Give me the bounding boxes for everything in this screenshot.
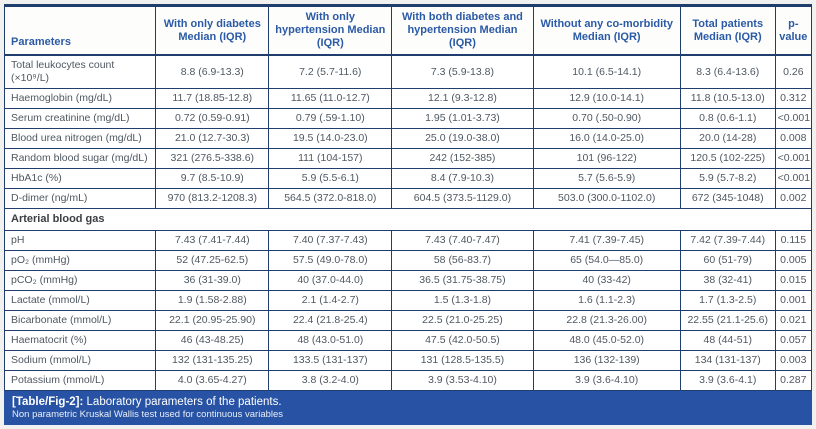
median-iqr-cell: 36 (31-39.0) — [156, 271, 269, 291]
median-iqr-cell: 3.8 (3.2-4.0) — [269, 371, 392, 391]
median-iqr-cell: 7.40 (7.37-7.43) — [269, 231, 392, 251]
column-header-only-hypertension: With only hypertension Median (IQR) — [269, 6, 392, 56]
median-iqr-cell: 12.1 (9.3-12.8) — [392, 89, 533, 109]
median-iqr-cell: 25.0 (19.0-38.0) — [392, 129, 533, 149]
table-row — [5, 351, 812, 371]
median-iqr-cell: 0.8 (0.6-1.1) — [680, 109, 775, 129]
median-iqr-cell: 20.0 (14-28) — [680, 129, 775, 149]
p-value-cell: <0.001 — [775, 109, 811, 129]
section-header: Arterial blood gas — [5, 209, 812, 231]
p-value-cell: 0.115 — [775, 231, 811, 251]
parameter-cell: pCO₂ (mmHg) — [5, 271, 156, 291]
table-row — [5, 271, 812, 291]
table-row — [5, 149, 812, 169]
table-row — [5, 169, 812, 189]
median-iqr-cell: 11.65 (11.0-12.7) — [269, 89, 392, 109]
table-row — [5, 371, 812, 391]
median-iqr-cell: 3.9 (3.53-4.10) — [392, 371, 533, 391]
table-row — [5, 291, 812, 311]
median-iqr-cell: 672 (345-1048) — [680, 189, 775, 209]
p-value-cell: 0.015 — [775, 271, 811, 291]
median-iqr-cell: 1.6 (1.1-2.3) — [533, 291, 680, 311]
median-iqr-cell: 16.0 (14.0-25.0) — [533, 129, 680, 149]
median-iqr-cell: 133.5 (131-137) — [269, 351, 392, 371]
parameter-cell: Haematocrit (%) — [5, 331, 156, 351]
median-iqr-cell: 48.0 (45.0-52.0) — [533, 331, 680, 351]
median-iqr-cell: 22.5 (21.0-25.25) — [392, 311, 533, 331]
median-iqr-cell: 564.5 (372.0-818.0) — [269, 189, 392, 209]
parameter-cell: pO₂ (mmHg) — [5, 251, 156, 271]
parameter-cell: D-dimer (ng/mL) — [5, 189, 156, 209]
table-caption — [4, 391, 812, 425]
median-iqr-cell: 22.1 (20.95-25.90) — [156, 311, 269, 331]
header-row — [5, 6, 812, 56]
median-iqr-cell: 134 (131-137) — [680, 351, 775, 371]
median-iqr-cell: 111 (104-157) — [269, 149, 392, 169]
p-value-cell: 0.003 — [775, 351, 811, 371]
median-iqr-cell: 0.79 (.59-1.10) — [269, 109, 392, 129]
p-value-cell: 0.057 — [775, 331, 811, 351]
median-iqr-cell: 38 (32-41) — [680, 271, 775, 291]
median-iqr-cell: 47.5 (42.0-50.5) — [392, 331, 533, 351]
median-iqr-cell: 101 (96-122) — [533, 149, 680, 169]
p-value-cell: 0.021 — [775, 311, 811, 331]
column-header-total-patients: Total patients Median (IQR) — [680, 6, 775, 56]
median-iqr-cell: 8.4 (7.9-10.3) — [392, 169, 533, 189]
median-iqr-cell: 11.8 (10.5-13.0) — [680, 89, 775, 109]
median-iqr-cell: 22.8 (21.3-26.00) — [533, 311, 680, 331]
table-row — [5, 89, 812, 109]
table-row — [5, 231, 812, 251]
parameter-cell: Blood urea nitrogen (mg/dL) — [5, 129, 156, 149]
table-row — [5, 311, 812, 331]
caption-note: Non parametric Kruskal Wallis test used for continuous variables — [12, 409, 284, 420]
median-iqr-cell: 4.0 (3.65-4.27) — [156, 371, 269, 391]
table-row — [5, 109, 812, 129]
p-value-cell: 0.008 — [775, 129, 811, 149]
median-iqr-cell: 40 (37.0-44.0) — [269, 271, 392, 291]
median-iqr-cell: 22.55 (21.1-25.6) — [680, 311, 775, 331]
column-header-parameters: Parameters — [5, 6, 156, 56]
median-iqr-cell: 65 (54.0—85.0) — [533, 251, 680, 271]
caption-text: Laboratory parameters of the patients. — [83, 396, 282, 408]
median-iqr-cell: 8.8 (6.9-13.3) — [156, 55, 269, 89]
median-iqr-cell: 120.5 (102-225) — [680, 149, 775, 169]
median-iqr-cell: 22.4 (21.8-25.4) — [269, 311, 392, 331]
parameter-cell: pH — [5, 231, 156, 251]
median-iqr-cell: 7.41 (7.39-7.45) — [533, 231, 680, 251]
column-header-only-diabetes: With only diabetes Median (IQR) — [156, 6, 269, 56]
median-iqr-cell: 7.43 (7.41-7.44) — [156, 231, 269, 251]
caption-label: [Table/Fig-2]: — [12, 396, 84, 408]
median-iqr-cell: 58 (56-83.7) — [392, 251, 533, 271]
median-iqr-cell: 321 (276.5-338.6) — [156, 149, 269, 169]
parameter-cell: Random blood sugar (mg/dL) — [5, 149, 156, 169]
table-header — [5, 6, 812, 56]
median-iqr-cell: 970 (813.2-1208.3) — [156, 189, 269, 209]
median-iqr-cell: 0.70 (.50-0.90) — [533, 109, 680, 129]
median-iqr-cell: 604.5 (373.5-1129.0) — [392, 189, 533, 209]
parameter-cell: Serum creatinine (mg/dL) — [5, 109, 156, 129]
median-iqr-cell: 1.9 (1.58-2.88) — [156, 291, 269, 311]
median-iqr-cell: 5.9 (5.5-6.1) — [269, 169, 392, 189]
column-header-p-value: p-value — [775, 6, 811, 56]
median-iqr-cell: 7.43 (7.40-7.47) — [392, 231, 533, 251]
parameter-cell: HbA1c (%) — [5, 169, 156, 189]
parameter-cell: Bicarbonate (mmol/L) — [5, 311, 156, 331]
median-iqr-cell: 36.5 (31.75-38.75) — [392, 271, 533, 291]
median-iqr-cell: 242 (152-385) — [392, 149, 533, 169]
table-row — [5, 189, 812, 209]
p-value-cell: 0.002 — [775, 189, 811, 209]
parameter-cell: Potassium (mmol/L) — [5, 371, 156, 391]
column-header-no-comorbidity: Without any co-morbidity Median (IQR) — [533, 6, 680, 56]
median-iqr-cell: 7.3 (5.9-13.8) — [392, 55, 533, 89]
lab-parameters-table — [4, 4, 812, 391]
median-iqr-cell: 5.9 (5.7-8.2) — [680, 169, 775, 189]
section-row — [5, 209, 812, 231]
median-iqr-cell: 3.9 (3.6-4.1) — [680, 371, 775, 391]
table-row — [5, 55, 812, 89]
median-iqr-cell: 132 (131-135.25) — [156, 351, 269, 371]
median-iqr-cell: 48 (44-51) — [680, 331, 775, 351]
median-iqr-cell: 5.7 (5.6-5.9) — [533, 169, 680, 189]
p-value-cell: 0.287 — [775, 371, 811, 391]
table-row — [5, 129, 812, 149]
median-iqr-cell: 3.9 (3.6-4.10) — [533, 371, 680, 391]
median-iqr-cell: 12.9 (10.0-14.1) — [533, 89, 680, 109]
median-iqr-cell: 46 (43-48.25) — [156, 331, 269, 351]
median-iqr-cell: 9.7 (8.5-10.9) — [156, 169, 269, 189]
table-row — [5, 251, 812, 271]
p-value-cell: 0.312 — [775, 89, 811, 109]
median-iqr-cell: 40 (33-42) — [533, 271, 680, 291]
median-iqr-cell: 8.3 (6.4-13.6) — [680, 55, 775, 89]
median-iqr-cell: 7.2 (5.7-11.6) — [269, 55, 392, 89]
median-iqr-cell: 21.0 (12.7-30.3) — [156, 129, 269, 149]
median-iqr-cell: 48 (43.0-51.0) — [269, 331, 392, 351]
median-iqr-cell: 19.5 (14.0-23.0) — [269, 129, 392, 149]
parameter-cell: Total leukocytes count (×10⁹/L) — [5, 55, 156, 89]
median-iqr-cell: 136 (132-139) — [533, 351, 680, 371]
table-body — [5, 55, 812, 391]
p-value-cell: <0.001 — [775, 169, 811, 189]
p-value-cell: <0.001 — [775, 149, 811, 169]
median-iqr-cell: 7.42 (7.39-7.44) — [680, 231, 775, 251]
column-header-both: With both diabetes and hypertension Median (IQR) — [392, 6, 533, 56]
p-value-cell: 0.001 — [775, 291, 811, 311]
median-iqr-cell: 1.7 (1.3-2.5) — [680, 291, 775, 311]
median-iqr-cell: 57.5 (49.0-78.0) — [269, 251, 392, 271]
table-row — [5, 331, 812, 351]
parameter-cell: Lactate (mmol/L) — [5, 291, 156, 311]
median-iqr-cell: 11.7 (18.85-12.8) — [156, 89, 269, 109]
median-iqr-cell: 0.72 (0.59-0.91) — [156, 109, 269, 129]
median-iqr-cell: 503.0 (300.0-1102.0) — [533, 189, 680, 209]
median-iqr-cell: 1.95 (1.01-3.73) — [392, 109, 533, 129]
median-iqr-cell: 131 (128.5-135.5) — [392, 351, 533, 371]
p-value-cell: 0.26 — [775, 55, 811, 89]
median-iqr-cell: 60 (51-79) — [680, 251, 775, 271]
median-iqr-cell: 2.1 (1.4-2.7) — [269, 291, 392, 311]
parameter-cell: Sodium (mmol/L) — [5, 351, 156, 371]
parameter-cell: Haemoglobin (mg/dL) — [5, 89, 156, 109]
median-iqr-cell: 1.5 (1.3-1.8) — [392, 291, 533, 311]
median-iqr-cell: 10.1 (6.5-14.1) — [533, 55, 680, 89]
median-iqr-cell: 52 (47.25-62.5) — [156, 251, 269, 271]
p-value-cell: 0.005 — [775, 251, 811, 271]
